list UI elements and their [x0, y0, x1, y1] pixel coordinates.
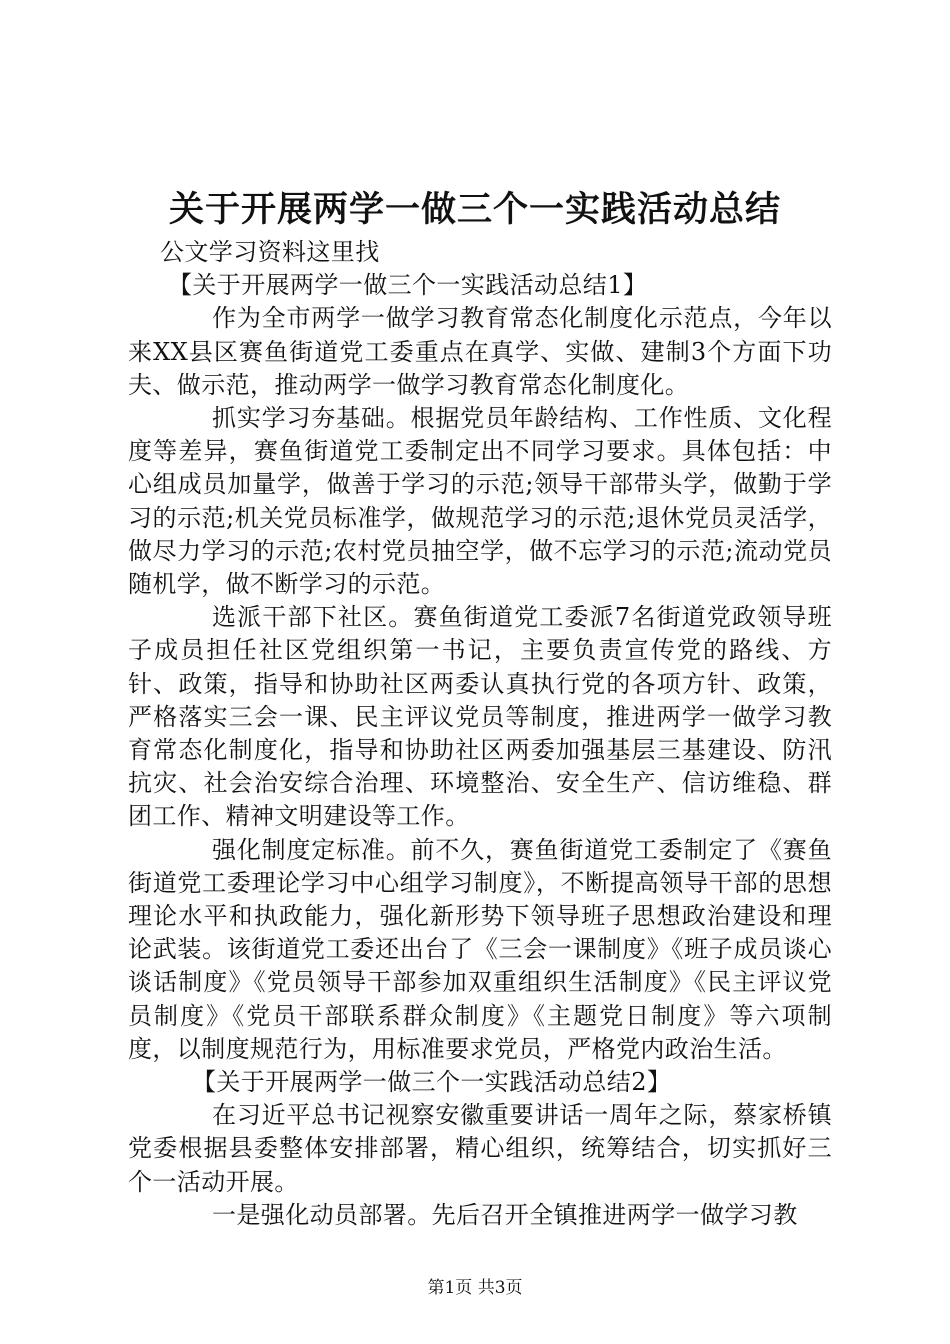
document-body: [128, 236, 832, 1232]
page-footer: 第1页 共3页: [427, 1278, 523, 1298]
document-title: 关于开展两学一做三个一实践活动总结: [168, 189, 781, 230]
paragraph: 在习近平总书记视察安徽重要讲话一周年之际，蔡家桥镇党委根据县委整体安排部署，精心组织，统筹结合，切实抓好三个一活动开展。: [128, 1101, 832, 1196]
section-heading-2: 【关于开展两学一做三个一实践活动总结2】: [192, 1068, 672, 1097]
paragraph: 强化制度定标准。前不久，赛鱼街道党工委制定了《赛鱼街道党工委理论学习中心组学习制度》，不断提高领导干部的思想理论水平和执政能力，强化新形势下领导班子思想政治建设和理论武装。该街道党工委还出台了《三会一课制度》《班子成员谈心谈话制度》《党员领导干部参加双重组织生活制度》《民主评议党员制度》《党员干部联系群众制度》《主题党日制度》等六项制度，以制度规范行为，用标准要求党员，严格党内政治生活。: [128, 835, 832, 1063]
paragraph: 一是强化动员部署。先后召开全镇推进两学一做学习教: [212, 1200, 798, 1229]
paragraph: 选派干部下社区。赛鱼街道党工委派7名街道党政领导班子成员担任社区党组织第一书记，主要负责宣传党的路线、方针、政策，指导和协助社区两委认真执行党的各项方针、政策，严格落实三会一课、民主评议党员等制度，推进两学一做学习教育常态化制度化，指导和协助社区两委加强基层三基建设、防汛抗灾、社会治安综合治理、环境整治、安全生产、信访维稳、群团工作、精神文明建设等工作。: [128, 603, 832, 831]
paragraph: 作为全市两学一做学习教育常态化制度化示范点，今年以来XX县区赛鱼街道党工委重点在真学、实做、建制3个方面下功夫、做示范，推动两学一做学习教育常态化制度化。: [128, 304, 832, 399]
paragraph: 抓实学习夯基础。根据党员年龄结构、工作性质、文化程度等差异，赛鱼街道党工委制定出不同学习要求。具体包括：中心组成员加量学，做善于学习的示范;领导干部带头学，做勤于学习的示范;机关党员标准学，做规范学习的示范;退休党员灵活学，做尽力学习的示范;农村党员抽空学，做不忘学习的示范;流动党员随机学，做不断学习的示范。: [128, 404, 832, 599]
source-note: 公文学习资料这里找: [160, 238, 380, 266]
section-heading-1: 【关于开展两学一做三个一实践活动总结1】: [168, 271, 648, 300]
